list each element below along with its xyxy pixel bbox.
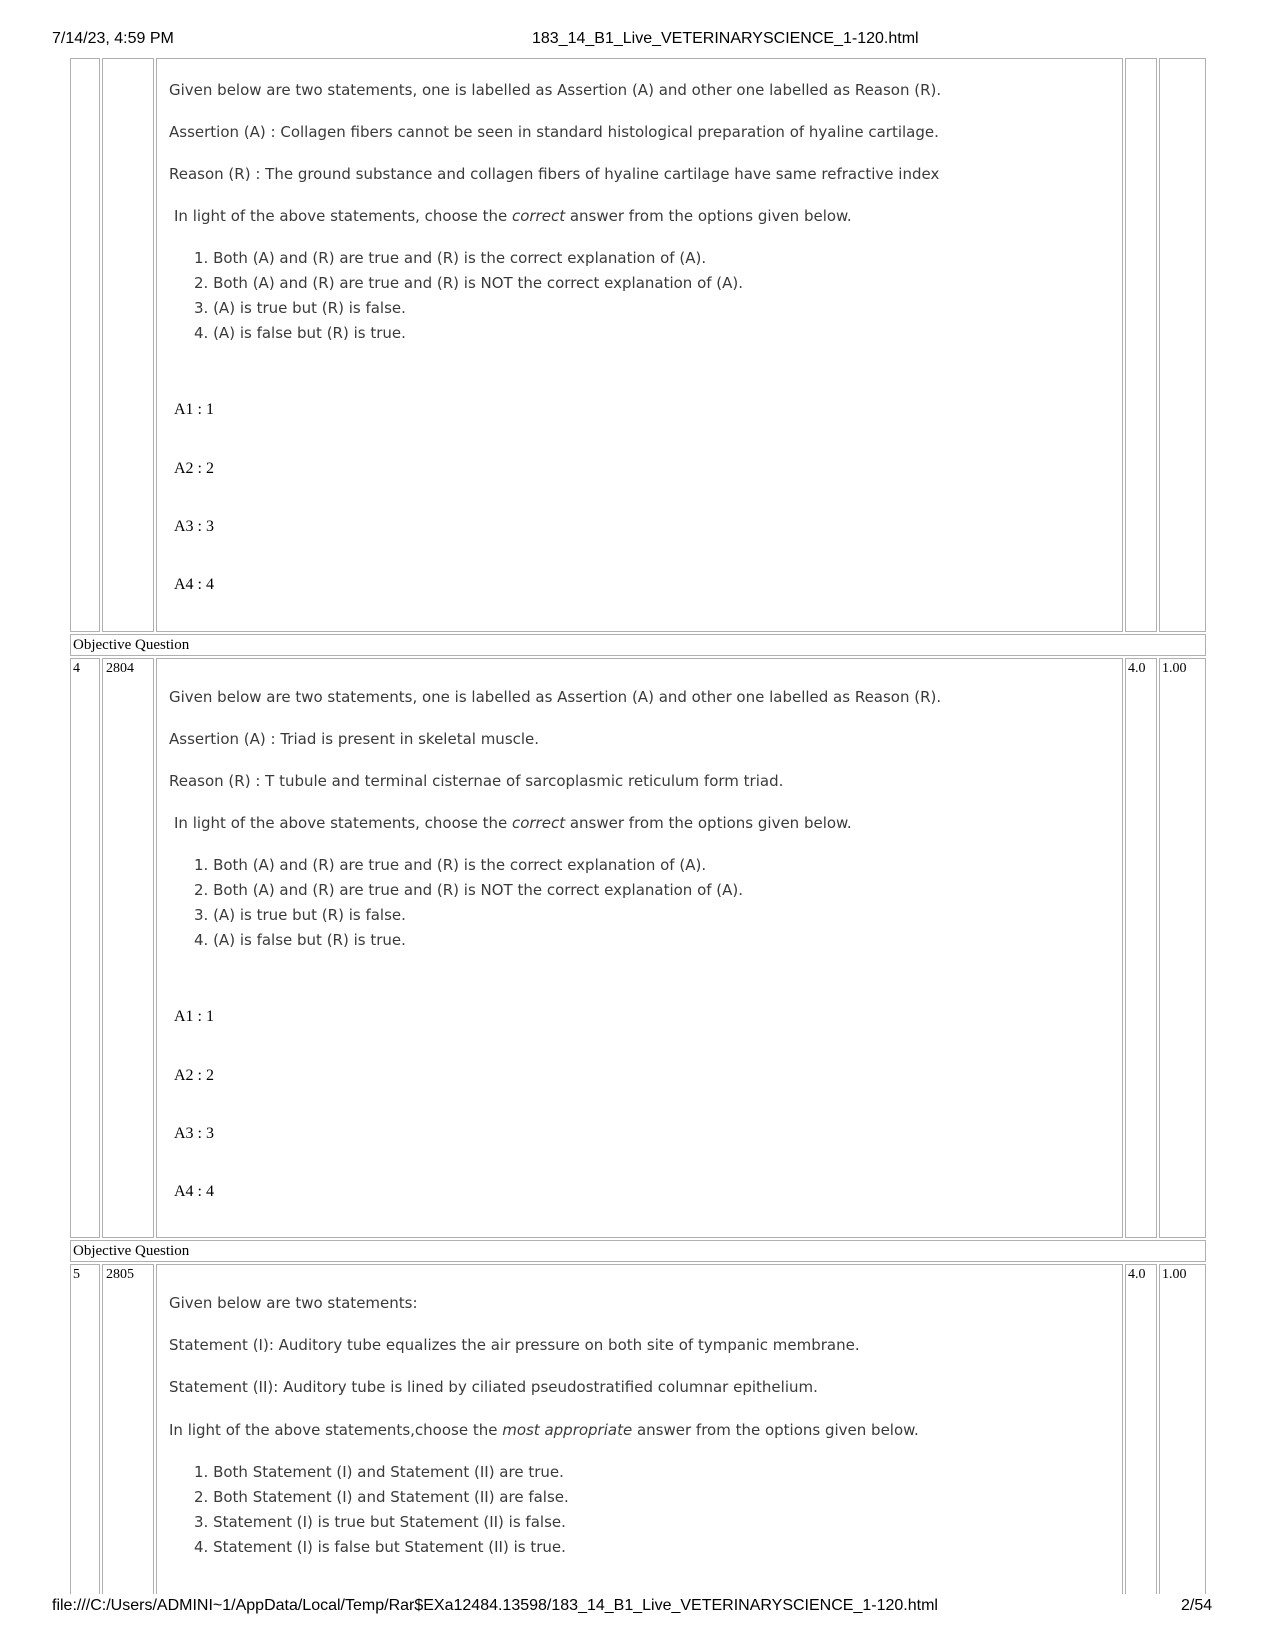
marks-value: 4.0: [1128, 1267, 1146, 1282]
answer-option: A3 : 3: [174, 518, 214, 535]
serial-number: 5: [73, 1267, 80, 1282]
option-item: 3. (A) is true but (R) is false.: [194, 906, 406, 924]
statement-1-text: Statement (I): Auditory tube equalizes the air pressure on both site of tympanic membrane.: [169, 1336, 860, 1354]
document-title: 183_14_B1_Live_VETERINARYSCIENCE_1-120.html: [532, 30, 919, 47]
options-list: [194, 1460, 569, 1560]
sno-cell: [70, 58, 100, 632]
options-list: [194, 853, 743, 953]
marks-cell: [1125, 1264, 1157, 1594]
marks-cell: [1125, 58, 1157, 632]
option-item: 3. (A) is true but (R) is false.: [194, 299, 406, 317]
question-type-label: Objective Question: [70, 634, 1206, 656]
question-intro: Given below are two statements:: [169, 1294, 418, 1312]
question-intro: Given below are two statements, one is labelled as Assertion (A) and other one labelled as Reason (R).: [169, 81, 942, 99]
assertion-text: Assertion (A) : Triad is present in skeletal muscle.: [169, 730, 540, 748]
negative-marks-cell: [1159, 658, 1206, 1238]
option-item: 1. Both (A) and (R) are true and (R) is the correct explanation of (A).: [194, 856, 707, 874]
sno-cell: [70, 658, 100, 1238]
qid-cell: [102, 58, 154, 632]
question-id: 2805: [106, 1267, 134, 1282]
page-number: 2/54: [1181, 1597, 1213, 1614]
instruction-text: In light of the above statements, choose the correct answer from the options given below.: [174, 207, 852, 225]
options-list: [194, 246, 743, 346]
marks-cell: [1125, 658, 1157, 1238]
negative-marks-value: 1.00: [1162, 1267, 1187, 1282]
answer-option: A3 : 3: [174, 1125, 214, 1142]
option-item: 1. Both Statement (I) and Statement (II) are true.: [194, 1463, 564, 1481]
option-item: 2. Both Statement (I) and Statement (II) are false.: [194, 1488, 569, 1506]
instruction-text: In light of the above statements,choose the most appropriate answer from the options given below.: [169, 1421, 919, 1439]
option-item: 2. Both (A) and (R) are true and (R) is NOT the correct explanation of (A).: [194, 274, 744, 292]
option-item: 4. Statement (I) is false but Statement (II) is true.: [194, 1538, 566, 1556]
negative-marks-value: 1.00: [1162, 661, 1187, 676]
question-intro: Given below are two statements, one is labelled as Assertion (A) and other one labelled as Reason (R).: [169, 688, 942, 706]
negative-marks-cell: [1159, 58, 1206, 632]
question-type-label: Objective Question: [70, 1240, 1206, 1262]
option-item: 1. Both (A) and (R) are true and (R) is the correct explanation of (A).: [194, 249, 707, 267]
reason-text: Reason (R) : The ground substance and collagen fibers of hyaline cartilage have same refractive index: [169, 165, 940, 183]
question-id: 2804: [106, 661, 134, 676]
answer-option: A4 : 4: [174, 1183, 214, 1200]
statement-2-text: Statement (II): Auditory tube is lined by ciliated pseudostratified columnar epithelium.: [169, 1378, 818, 1396]
assertion-text: Assertion (A) : Collagen fibers cannot be seen in standard histological preparation of hyaline cartilage.: [169, 123, 939, 141]
answer-option: A1 : 1: [174, 1008, 214, 1025]
sno-cell: [70, 1264, 100, 1594]
serial-number: 4: [73, 661, 80, 676]
answer-option: A2 : 2: [174, 1067, 214, 1084]
qid-cell: [102, 658, 154, 1238]
negative-marks-cell: [1159, 1264, 1206, 1594]
file-path: file:///C:/Users/ADMINI~1/AppData/Local/Temp/Rar$EXa12484.13598/183_14_B1_Live_VETERINARYSCIENCE_1-120.html: [52, 1597, 938, 1614]
option-item: 3. Statement (I) is true but Statement (II) is false.: [194, 1513, 566, 1531]
answer-option: A1 : 1: [174, 401, 214, 418]
answer-option: A2 : 2: [174, 460, 214, 477]
marks-value: 4.0: [1128, 661, 1146, 676]
reason-text: Reason (R) : T tubule and terminal cisternae of sarcoplasmic reticulum form triad.: [169, 772, 784, 790]
answer-option: A4 : 4: [174, 576, 214, 593]
print-datetime: 7/14/23, 4:59 PM: [52, 30, 174, 47]
instruction-text: In light of the above statements, choose the correct answer from the options given below.: [174, 814, 852, 832]
option-item: 4. (A) is false but (R) is true.: [194, 931, 406, 949]
qid-cell: [102, 1264, 154, 1594]
option-item: 2. Both (A) and (R) are true and (R) is NOT the correct explanation of (A).: [194, 881, 744, 899]
option-item: 4. (A) is false but (R) is true.: [194, 324, 406, 342]
